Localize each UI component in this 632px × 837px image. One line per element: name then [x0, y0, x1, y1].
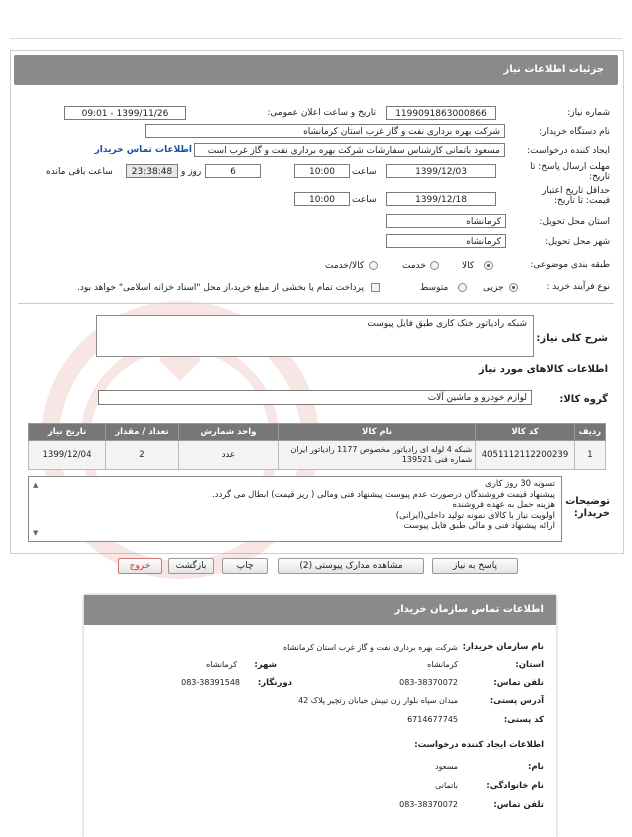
col-date: تاریخ نیاز	[29, 424, 106, 441]
delivery-city-label: شهر محل تحویل:	[544, 237, 610, 247]
days-field: 6	[205, 164, 261, 178]
category-goods-service-label: کالا/خدمت	[325, 261, 365, 271]
creator-name-value: مسعود	[435, 762, 458, 771]
notes-label-2: خریدار:	[573, 508, 610, 519]
top-divider	[10, 38, 622, 39]
col-qty: تعداد / مقدار	[106, 424, 179, 441]
col-unit: واحد شمارش	[178, 424, 278, 441]
days-label: روز و	[181, 167, 202, 177]
cell-unit: عدد	[178, 441, 278, 470]
creator-phone-label: تلفن تماس:	[493, 800, 544, 810]
requester-label: ایجاد کننده درخواست:	[527, 146, 610, 156]
contact-postal-value: 6714677745	[407, 715, 458, 724]
contact-province-label: استان:	[515, 660, 544, 670]
need-number-field: 1199091863000866	[386, 106, 496, 120]
remaining-label: ساعت باقی مانده	[46, 167, 113, 177]
notes-line: تسویه 30 روز کاری	[485, 479, 555, 489]
process-type-label: نوع فرآیند خرید :	[546, 282, 610, 292]
reply-date-field: 1399/12/03	[386, 164, 496, 178]
print-button[interactable]: چاپ	[222, 558, 268, 574]
goods-table	[28, 423, 606, 470]
announce-field: 1399/11/26 - 09:01	[64, 106, 186, 120]
summary-label: شرح کلی نیاز:	[536, 333, 608, 344]
attachments-button[interactable]: مشاهده مدارک پیوستی (2)	[278, 558, 424, 574]
contact-card-header	[84, 595, 556, 625]
buyer-contact-link[interactable]: اطلاعات تماس خریدار	[94, 145, 192, 155]
creator-phone-value: 083-38370072	[399, 800, 458, 809]
table-row	[29, 441, 606, 470]
price-date-field: 1399/12/18	[386, 192, 496, 206]
category-goods-label: کالا	[462, 261, 475, 271]
creator-family-label: نام خانوادگی:	[486, 781, 544, 791]
cell-code: 4051112112200239	[476, 441, 575, 470]
summary-text: شبکه رادیاتور خنک کاری طبق فایل پیوست	[367, 319, 527, 329]
contact-city-value: کرمانشاه	[206, 660, 237, 669]
scroll-up-icon[interactable]: ▲	[33, 481, 39, 489]
contact-fax-value: 083-38391548	[181, 678, 240, 687]
goods-table-header	[29, 424, 606, 441]
cell-date: 1399/12/04	[29, 441, 106, 470]
process-partial-label: جزیی	[483, 283, 504, 293]
delivery-province-field: کرمانشاه	[386, 214, 506, 228]
section-divider	[18, 303, 614, 304]
category-service-label: خدمت	[402, 261, 426, 271]
col-name: نام کالا	[278, 424, 475, 441]
contact-city-label: شهر:	[254, 660, 277, 670]
contact-address-value: میدان سپاه بلوار زن تیپش خیابان رتچیر پلاک 42	[298, 696, 458, 705]
price-validity-label: حداقل تاریخ اعتبار	[542, 186, 610, 196]
contact-phone-label: تلفن تماس:	[493, 678, 544, 688]
contact-address-label: آدرس پستی:	[489, 696, 544, 706]
scroll-down-icon[interactable]: ▼	[33, 528, 39, 537]
creator-name-label: نام:	[527, 762, 544, 772]
contact-org-value: شرکت بهره برداری نفت و گاز غرب استان کرمانشاه	[282, 643, 458, 652]
creator-title: اطلاعات ایجاد کننده درخواست:	[414, 740, 544, 750]
col-row: ردیف	[574, 424, 605, 441]
contact-province-value: کرمانشاه	[427, 660, 458, 669]
goods-section-title: اطلاعات کالاهای مورد نیاز	[478, 364, 608, 375]
category-label: طبقه بندی موضوعی:	[530, 260, 610, 270]
price-validity-label-2: قیمت: تا تاریخ:	[554, 196, 610, 206]
buyer-org-field: شرکت بهره برداری نفت و گاز غرب استان کرمانشاه	[145, 124, 505, 138]
notes-line: اولویت نیاز با کالای نمونه تولید داخلی(ایرانی)	[395, 510, 555, 521]
notes-label: توضیحات	[565, 496, 610, 507]
goods-group-field: لوازم خودرو و ماشین آلات	[98, 390, 532, 405]
goods-group-label: گروه کالا:	[559, 394, 608, 405]
remaining-time-field: 23:38:48	[126, 164, 178, 178]
reply-time-field: 10:00	[294, 164, 350, 178]
treasury-payment-checkbox[interactable]	[371, 283, 380, 292]
creator-family-value: باتمانی	[435, 781, 458, 790]
page-header	[14, 55, 618, 85]
price-time-field: 10:00	[294, 192, 350, 206]
reply-deadline-label: مهلت ارسال پاسخ: تا	[530, 162, 610, 172]
price-time-label: ساعت	[352, 195, 377, 205]
contact-fax-label: دورنگار:	[257, 678, 292, 688]
cell-name: شبکه 4 لوله ای رادیاتور مخصوص 1177 رادیاتور ایران شماره فنی 139521	[278, 441, 475, 470]
buyer-org-label: نام دستگاه خریدار:	[539, 127, 610, 137]
process-medium-radio[interactable]	[458, 283, 467, 292]
contact-postal-label: کد پستی:	[503, 715, 544, 725]
page-title: جزئیات اطلاعات نیاز	[503, 64, 604, 75]
cell-row: 1	[574, 441, 605, 470]
notes-line: پیشنهاد قیمت فروشندگان درصورت عدم پیوست پیشنهاد فنی ومالی ( ریز قیمت) ابطال می گردد.	[212, 489, 555, 500]
reply-button[interactable]: پاسخ به نیاز	[432, 558, 518, 574]
col-code: کد کالا	[476, 424, 575, 441]
process-medium-label: متوسط	[420, 283, 449, 293]
delivery-city-field: کرمانشاه	[386, 234, 506, 248]
notes-line: ارائه پیشنهاد فنی و مالی طبق فایل پیوست	[403, 521, 555, 531]
category-goods-radio[interactable]	[484, 261, 493, 270]
reply-deadline-label-2: تاریخ:	[589, 172, 610, 182]
contact-card	[84, 595, 556, 837]
announce-label: تاریخ و ساعت اعلان عمومی:	[267, 108, 376, 118]
process-partial-radio[interactable]	[509, 283, 518, 292]
summary-textarea	[96, 315, 534, 357]
contact-card-title: اطلاعات تماس سازمان خریدار	[394, 604, 544, 615]
need-number-label: شماره نیاز:	[567, 108, 610, 118]
reply-time-label: ساعت	[352, 167, 377, 177]
notes-textarea	[28, 476, 562, 542]
requester-field: مسعود باتمانی کارشناس سفارشات شرکت بهره برداری نفت و گاز غرب است	[194, 143, 505, 157]
cell-qty: 2	[106, 441, 179, 470]
notes-line: هزینه حمل به عهده فروشنده	[452, 500, 555, 510]
category-goods-service-radio[interactable]	[369, 261, 378, 270]
treasury-payment-note: پرداخت تمام یا بخشی از مبلغ خرید،از محل "اسناد خزانه اسلامی" خواهد بود.	[76, 283, 364, 293]
back-button[interactable]: بازگشت	[168, 558, 214, 574]
category-service-radio[interactable]	[430, 261, 439, 270]
contact-org-label: نام سازمان خریدار:	[462, 642, 544, 652]
delivery-province-label: استان محل تحویل:	[539, 217, 610, 227]
exit-button[interactable]: خروج	[118, 558, 162, 574]
contact-phone-value: 083-38370072	[399, 678, 458, 687]
